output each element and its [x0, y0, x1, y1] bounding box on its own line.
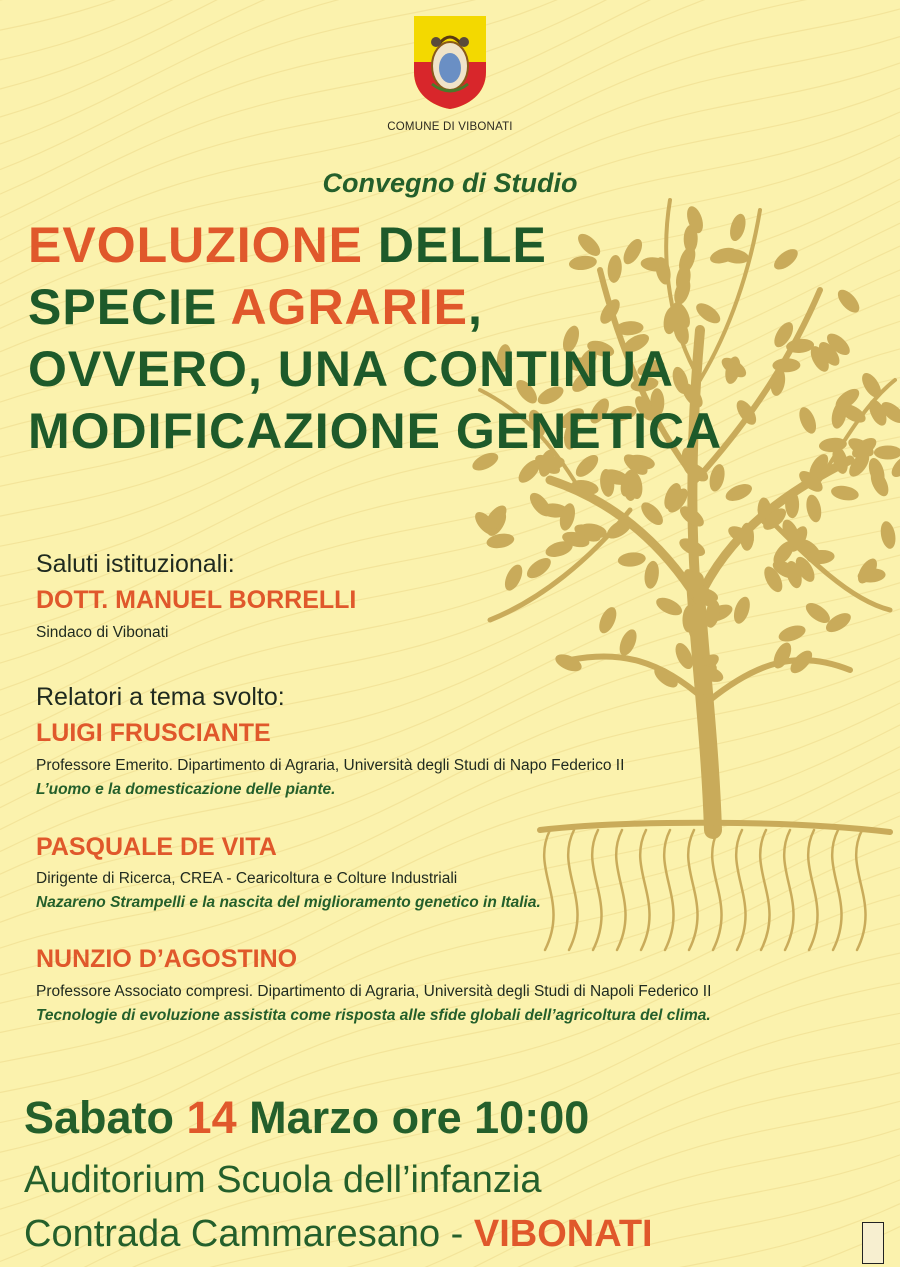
- speaker-1-name: LUIGI FRUSCIANTE: [36, 719, 271, 747]
- venue-address: Contrada Cammaresano -: [24, 1213, 474, 1255]
- greetings-role: Sindaco di Vibonati: [36, 624, 169, 641]
- speakers-label: Relatori a tema svolto:: [36, 683, 285, 711]
- speaker-3-name: NUNZIO D’AGOSTINO: [36, 945, 298, 973]
- title-line-3: OVVERO, UNA CONTINUA: [28, 341, 674, 397]
- event-date-time: [24, 1092, 589, 1144]
- title-line-1: [28, 214, 888, 276]
- speaker-1-talk: L’uomo e la domesticazione delle piante.: [36, 781, 336, 798]
- title-line-2: [28, 276, 888, 338]
- speaker-1-role: Professore Emerito. Dipartimento di Agraria, Università degli Studi di Napo Federico II: [36, 757, 625, 774]
- greetings-name: DOTT. MANUEL BORRELLI: [36, 586, 357, 614]
- event-day: Sabato: [24, 1092, 187, 1143]
- event-type: Convegno di Studio: [322, 168, 578, 198]
- event-date-number: 14: [186, 1092, 237, 1143]
- speaker-2-role: Dirigente di Ricerca, CREA - Cearicoltura e Colture Industriali: [36, 870, 458, 887]
- coat-of-arms-icon: [412, 14, 488, 110]
- title-text-delle: DELLE: [363, 217, 547, 273]
- title-highlight-agrarie: AGRARIE: [230, 279, 469, 335]
- title-comma: ,: [468, 279, 483, 335]
- speaker-3-role: Professore Associato compresi. Dipartimento di Agraria, Università degli Studi di Napoli Federico II: [36, 983, 712, 1000]
- title-line-4: MODIFICAZIONE GENETICA: [28, 403, 723, 459]
- designer-stamp-icon: [862, 1222, 884, 1264]
- venue-town: VIBONATI: [473, 1213, 653, 1255]
- title-highlight-evoluzione: EVOLUZIONE: [28, 217, 364, 273]
- municipality-name: COMUNE DI VIBONATI: [387, 121, 513, 133]
- venue-line-2: [24, 1213, 653, 1256]
- title-text-specie: SPECIE: [28, 279, 231, 335]
- venue-line-1: Auditorium Scuola dell’infanzia: [24, 1159, 542, 1201]
- speaker-2-name: PASQUALE DE VITA: [36, 833, 277, 861]
- event-title: [28, 214, 888, 462]
- event-month-time: Marzo ore 10:00: [236, 1092, 590, 1143]
- greetings-label: Saluti istituzionali:: [36, 550, 235, 578]
- speaker-2-talk: Nazareno Strampelli e la nascita del miglioramento genetico in Italia.: [36, 894, 541, 911]
- speaker-3-talk: Tecnologie di evoluzione assistita come risposta alle sfide globali dell’agricoltura del clima.: [36, 1007, 711, 1024]
